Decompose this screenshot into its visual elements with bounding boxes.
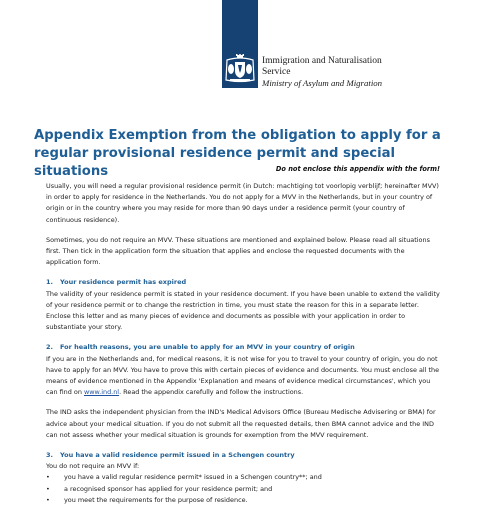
enclose-warning: Do not enclose this appendix with the form! bbox=[275, 165, 440, 173]
intro-paragraph-2: Sometimes, you do not require an MVV. These situations are mentioned and explained below. Please read all situations first. Then tick in the application form the situation that applies and enclose the requested documents with the application form. bbox=[46, 235, 430, 267]
section-1-paragraph: The validity of your residence permit is stated in your residence document. If you have been unable to extend the validity of your residence permit or to change the restriction in time, you must state the reason for this in a separate letter. Enclose this letter and as many pieces of evidence and documents as possible with your application in order to substantiate your story. bbox=[46, 289, 440, 332]
organisation-block bbox=[262, 56, 382, 89]
section-1-title: Your residence permit has expired bbox=[60, 278, 187, 287]
list-item-text: you meet the requirements for the purpose of residence. bbox=[64, 495, 248, 504]
section-3-heading bbox=[46, 450, 442, 461]
coat-of-arms-icon bbox=[224, 54, 256, 84]
section-3-bullet-list bbox=[46, 472, 442, 506]
section-2-number: 2. bbox=[46, 343, 53, 352]
list-item bbox=[46, 472, 442, 483]
section-2-text-after-link: . Read the appendix carefully and follow the instructions. bbox=[119, 388, 304, 397]
section-1-heading bbox=[46, 277, 442, 288]
section-2-text-before-link: If you are in the Netherlands and, for medical reasons, it is not wise for you to travel to your country of origin, you do not have to apply for an MVV. You have to prove this with certain pieces of evidence and documents. You must enclose all the means of evidence mentioned in the Appendix 'Explanation and means of evidence medical circumstances', which you can find on bbox=[46, 354, 440, 397]
section-2-title: For health reasons, you are unable to apply for an MVV in your country of origin bbox=[60, 343, 355, 352]
bullet-icon: • bbox=[46, 473, 50, 482]
list-item bbox=[46, 495, 442, 506]
section-3-title: You have a valid residence permit issued in a Schengen country bbox=[60, 451, 295, 460]
document-body bbox=[46, 181, 442, 506]
list-item bbox=[46, 484, 442, 495]
bullet-icon: • bbox=[46, 484, 50, 493]
bullet-icon: • bbox=[46, 495, 50, 504]
org-name-line1: Immigration and Naturalisation bbox=[262, 56, 382, 66]
section-2-paragraph-1 bbox=[46, 354, 442, 399]
org-name-line2: Service bbox=[262, 67, 291, 77]
letterhead bbox=[0, 0, 480, 102]
section-2-paragraph-2: The IND asks the independent physician from the IND's Medical Advisors Office (Bureau Medische Advisering or BMA) for advice about your medical situation. If you do not submit all the requested details, then BMA cannot advice and the IND can not assess whether your medical situation is grounds for exemption from the MVV requirement. bbox=[46, 408, 436, 439]
section-3-lead: You do not require an MVV if: bbox=[46, 462, 140, 471]
intro-paragraph-1: Usually, you will need a regular provisional residence permit (in Dutch: machtiging tot voorlopig verblijf; hereinafter MVV) in order to apply for residence in the Netherlands. You do not apply for a MVV in the Netherlands, but in your country of origin or in the country where you may reside for more than 90 days under a residence permit (your country of continuous residence). bbox=[46, 182, 439, 224]
section-2-heading bbox=[46, 342, 442, 353]
list-item-text: a recognised sponsor has applied for your residence permit; and bbox=[64, 484, 273, 493]
ind-website-link[interactable]: www.ind.nl bbox=[83, 388, 120, 397]
list-item-text: you have a valid regular residence permit* issued in a Schengen country**; and bbox=[64, 473, 322, 482]
section-1-number: 1. bbox=[46, 278, 53, 287]
section-3-number: 3. bbox=[46, 451, 53, 460]
document-title: Appendix Exemption from the obligation to apply for a regular provisional residence permit and special situations bbox=[34, 128, 441, 179]
ministry-name: Ministry of Asylum and Migration bbox=[262, 78, 383, 88]
